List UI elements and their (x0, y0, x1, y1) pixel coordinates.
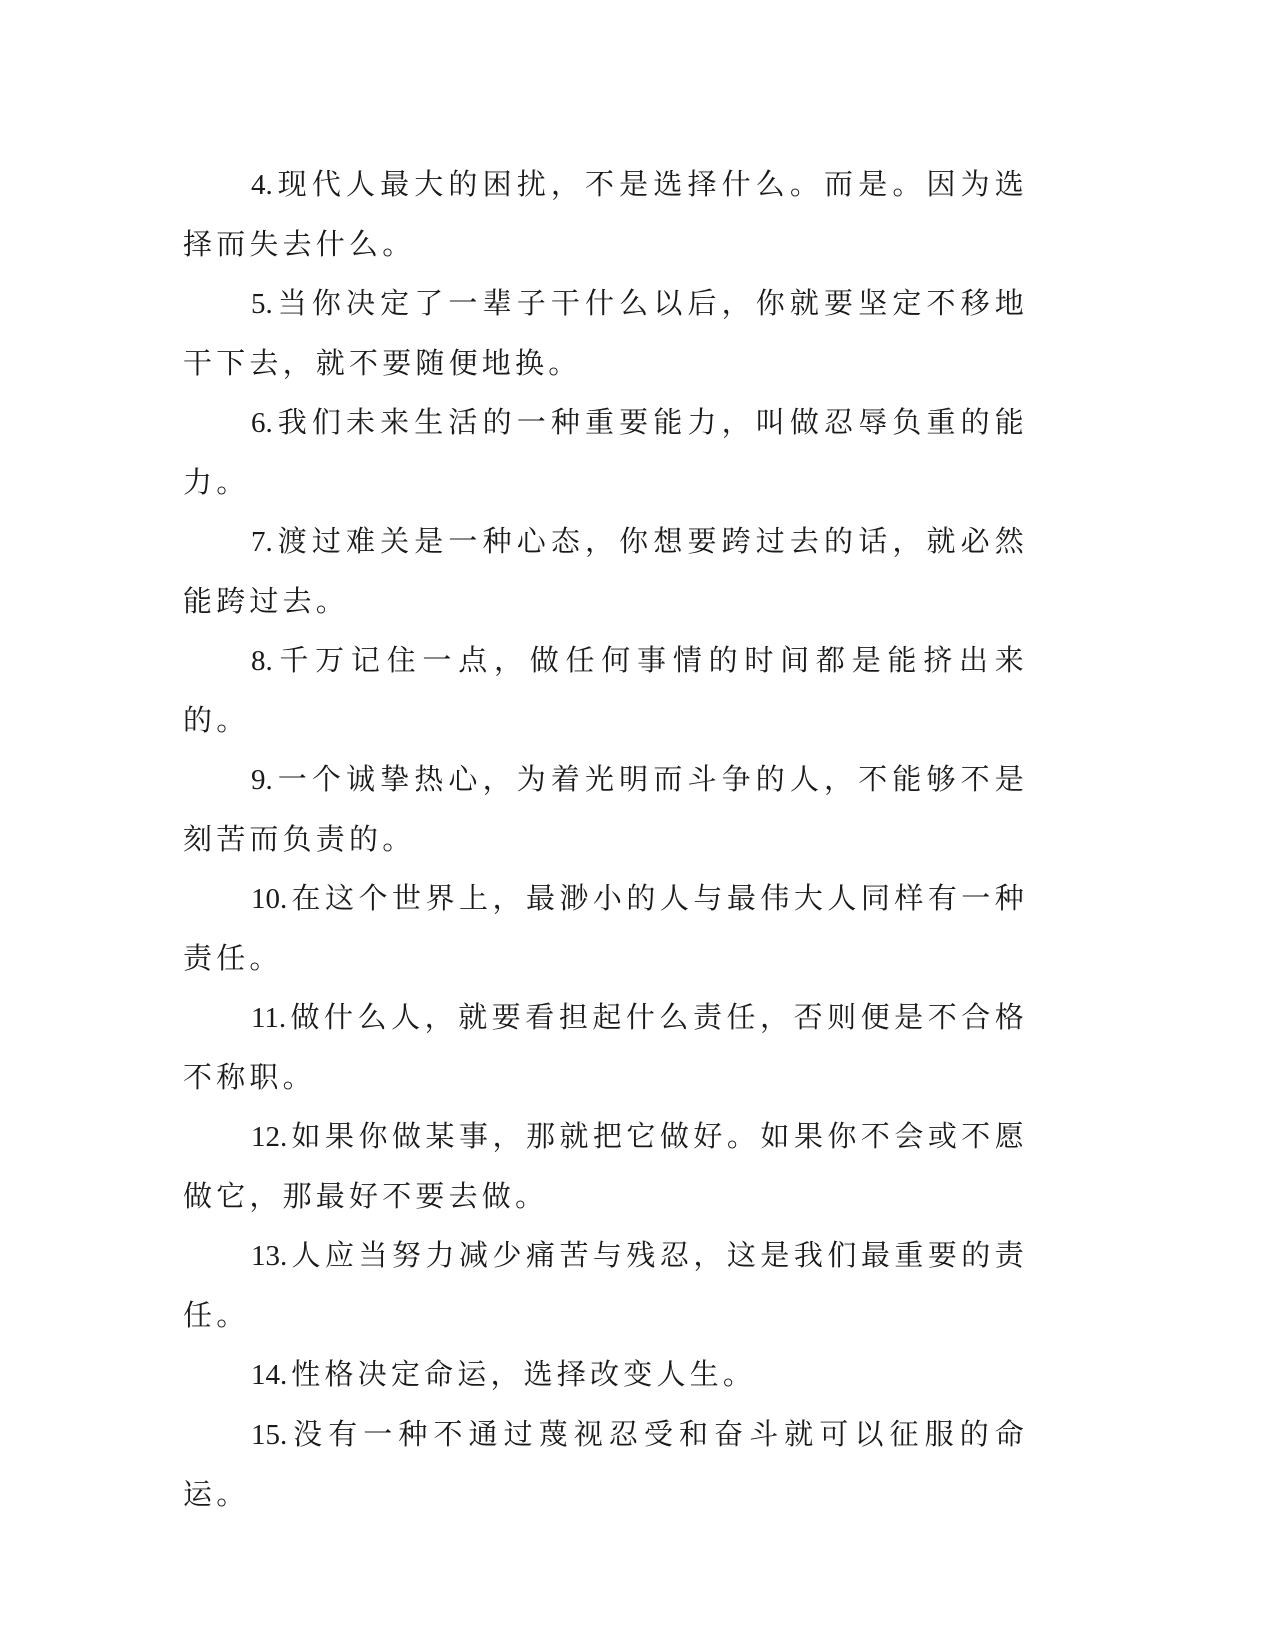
item-text: 没有一种不通过蔑视忍受和奋斗就可以征服的命运。 (183, 1417, 1028, 1511)
item-text: 如果你做某事，那就把它做好。如果你不会或不愿做它，那最好不要去做。 (183, 1119, 1028, 1213)
item-number: 5. (251, 288, 273, 320)
item-text: 做什么人，就要看担起什么责任，否则便是不合格不称职。 (183, 1000, 1028, 1094)
item-number: 4. (251, 169, 273, 201)
item-number: 13. (251, 1240, 288, 1272)
list-item (183, 1405, 1028, 1524)
item-text: 我们未来生活的一种重要能力，叫做忍辱负重的能力。 (183, 405, 1028, 499)
item-number: 7. (251, 526, 273, 558)
list-item (183, 393, 1028, 512)
list-item (183, 1226, 1028, 1345)
item-number: 14. (251, 1359, 288, 1391)
item-number: 8. (251, 645, 273, 677)
list-item (183, 750, 1028, 869)
list-item (183, 512, 1028, 631)
item-text: 性格决定命运，选择改变人生。 (291, 1357, 757, 1391)
list-item (183, 869, 1028, 988)
list-item (183, 631, 1028, 750)
item-number: 6. (251, 407, 273, 439)
list-item (183, 988, 1028, 1107)
list-item (183, 274, 1028, 393)
item-number: 12. (251, 1121, 288, 1153)
list-item (183, 1345, 1028, 1405)
list-item (183, 1107, 1028, 1226)
list-item (183, 155, 1028, 274)
item-text: 当你决定了一辈子干什么以后，你就要坚定不移地干下去，就不要随便地换。 (183, 286, 1028, 380)
item-number: 10. (251, 883, 288, 915)
item-text: 在这个世界上，最渺小的人与最伟大人同样有一种责任。 (183, 881, 1028, 975)
item-text: 千万记住一点，做任何事情的时间都是能挤出来的。 (183, 643, 1028, 737)
item-text: 渡过难关是一种心态，你想要跨过去的话，就必然能跨过去。 (183, 524, 1028, 618)
item-number: 15. (251, 1419, 288, 1451)
item-text: 一个诚挚热心，为着光明而斗争的人，不能够不是刻苦而负责的。 (183, 762, 1028, 856)
item-number: 9. (251, 764, 273, 796)
item-text: 现代人最大的困扰，不是选择什么。而是。因为选择而失去什么。 (183, 167, 1028, 261)
item-number: 11. (251, 1002, 287, 1034)
item-text: 人应当努力减少痛苦与残忍，这是我们最重要的责任。 (183, 1238, 1028, 1332)
document-body (183, 155, 1028, 1524)
